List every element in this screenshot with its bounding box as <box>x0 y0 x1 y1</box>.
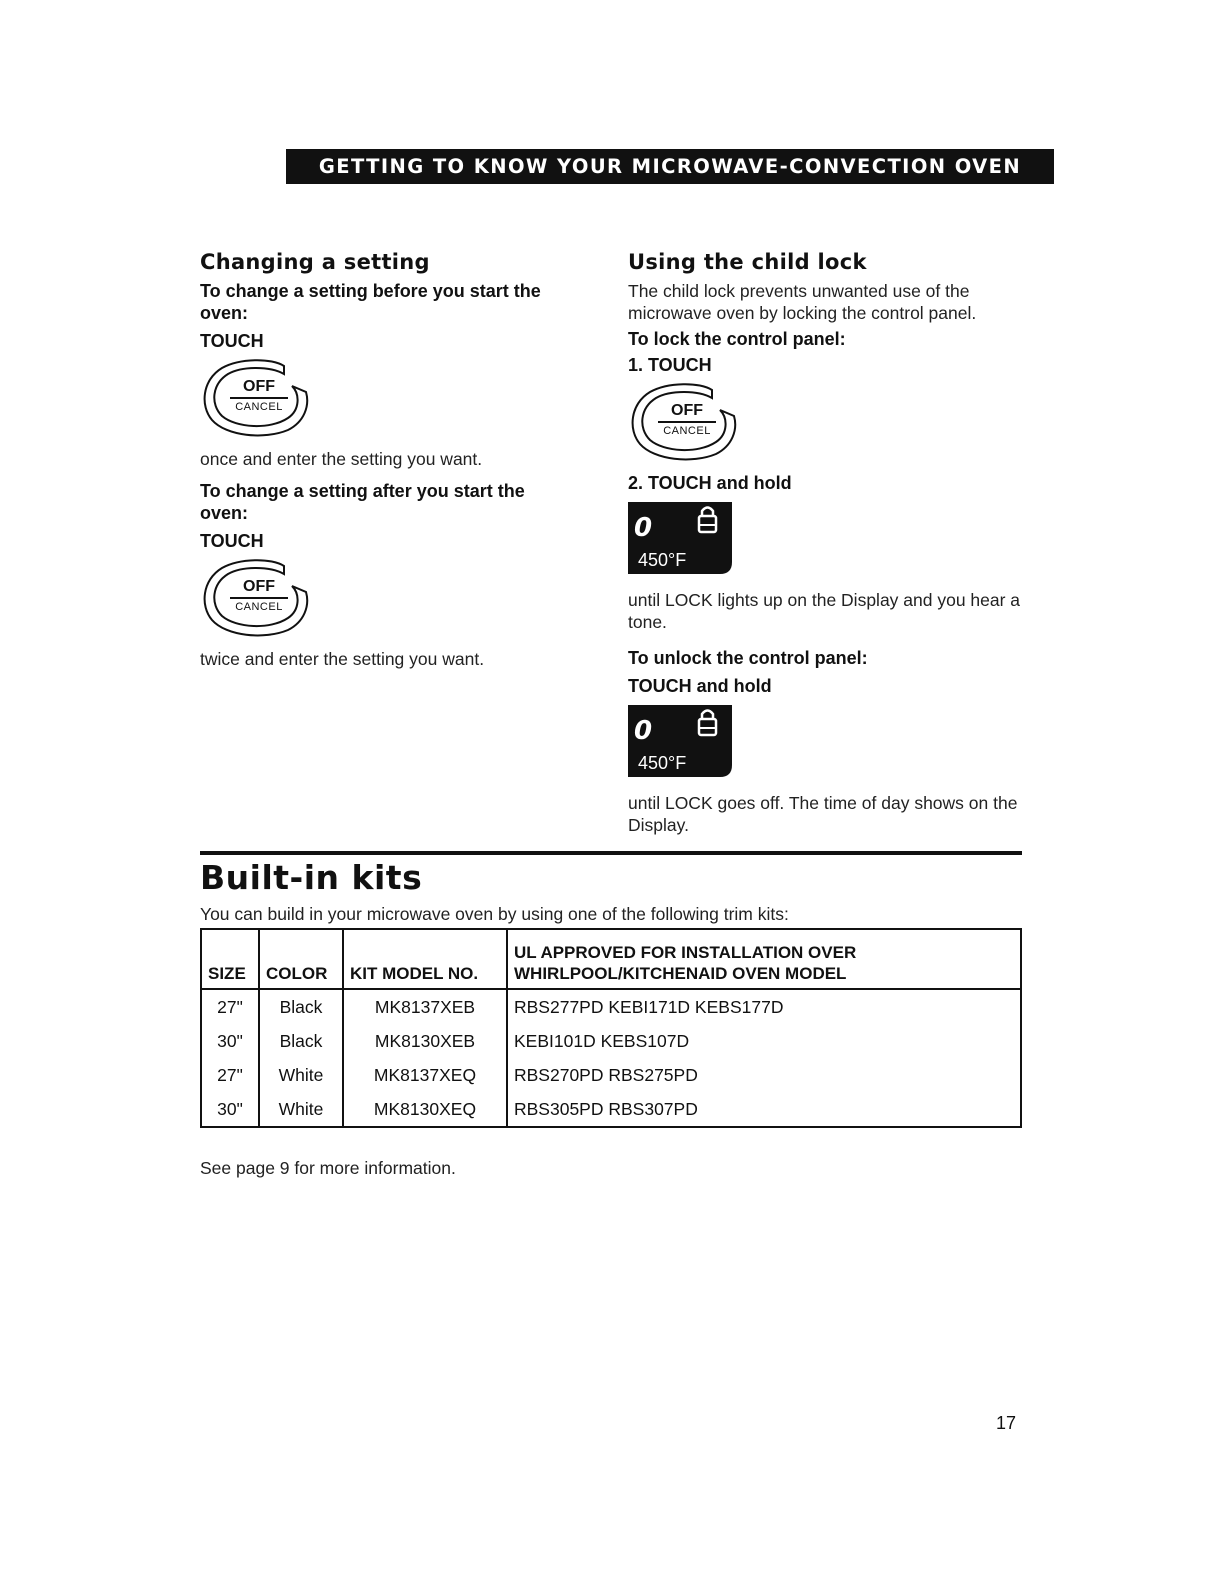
cell-kit-model: MK8137XEB <box>343 989 507 1024</box>
table-row <box>201 1024 1021 1058</box>
section-banner: GETTING TO KNOW YOUR MICROWAVE-CONVECTION OVEN <box>286 149 1054 184</box>
table-row <box>201 989 1021 1024</box>
child-lock-section <box>628 250 1028 836</box>
child-lock-heading: Using the child lock <box>628 250 867 274</box>
display-digit: 0 <box>634 716 653 746</box>
once-text: once and enter the setting you want. <box>200 449 483 469</box>
off-cancel-key-icon <box>200 356 318 442</box>
changing-setting-heading: Changing a setting <box>200 250 430 274</box>
unlock-label: To unlock the control panel: <box>628 648 868 668</box>
cancel-label: CANCEL <box>663 425 711 437</box>
changing-setting-section <box>200 250 570 670</box>
cancel-label: CANCEL <box>235 401 283 413</box>
cell-color: Black <box>259 989 343 1024</box>
twice-text: twice and enter the setting you want. <box>200 649 485 669</box>
cell-kit-model: MK8137XEQ <box>343 1058 507 1092</box>
cell-size: 30" <box>201 1092 259 1127</box>
after-start-label: To change a setting after you start the oven: <box>200 481 525 523</box>
cell-oven-models: RBS277PD KEBI171D KEBS177D <box>507 989 1021 1024</box>
unlock-touch-label: TOUCH and hold <box>628 676 772 696</box>
built-in-kits-heading: Built-in kits <box>200 858 423 897</box>
cell-size: 30" <box>201 1024 259 1058</box>
step-1-label: 1. TOUCH <box>628 355 712 375</box>
touch-label: TOUCH <box>200 331 264 351</box>
touch-label: TOUCH <box>200 531 264 551</box>
section-divider <box>200 851 1022 855</box>
lock-display-key-icon <box>628 502 740 574</box>
off-cancel-key-icon <box>628 380 746 466</box>
before-start-label: To change a setting before you start the oven: <box>200 281 541 323</box>
cancel-label: CANCEL <box>235 601 283 613</box>
lock-result-text: until LOCK lights up on the Display and you hear a tone. <box>628 590 1021 632</box>
cell-color: White <box>259 1092 343 1127</box>
cell-color: Black <box>259 1024 343 1058</box>
table-row <box>201 1058 1021 1092</box>
header-size: SIZE <box>201 929 259 989</box>
off-label: OFF <box>243 578 275 595</box>
cell-oven-models: RBS305PD RBS307PD <box>507 1092 1021 1127</box>
table-header-row <box>201 929 1021 989</box>
table-row <box>201 1092 1021 1127</box>
cell-size: 27" <box>201 989 259 1024</box>
off-cancel-key-icon <box>200 556 318 642</box>
cell-kit-model: MK8130XEB <box>343 1024 507 1058</box>
display-digit: 0 <box>634 513 653 543</box>
step-2-label: 2. TOUCH and hold <box>628 473 792 493</box>
kits-intro: You can build in your microwave oven by using one of the following trim kits: <box>200 904 789 924</box>
display-temp: 450°F <box>638 753 687 773</box>
header-kit-model: KIT MODEL NO. <box>343 929 507 989</box>
lock-display-key-icon <box>628 705 740 777</box>
kits-footnote: See page 9 for more information. <box>200 1158 456 1178</box>
off-label: OFF <box>671 402 703 419</box>
cell-size: 27" <box>201 1058 259 1092</box>
unlock-result-text: until LOCK goes off. The time of day shows on the Display. <box>628 793 1018 835</box>
display-temp: 450°F <box>638 550 687 570</box>
page-number: 17 <box>996 1413 1017 1433</box>
header-color: COLOR <box>259 929 343 989</box>
cell-kit-model: MK8130XEQ <box>343 1092 507 1127</box>
cell-color: White <box>259 1058 343 1092</box>
cell-oven-models: KEBI101D KEBS107D <box>507 1024 1021 1058</box>
child-lock-description: The child lock prevents unwanted use of the microwave oven by locking the control panel. <box>628 281 977 323</box>
header-ul-approved: UL APPROVED FOR INSTALLATION OVER WHIRLPOOL/KITCHENAID OVEN MODEL <box>507 929 1021 989</box>
cell-oven-models: RBS270PD RBS275PD <box>507 1058 1021 1092</box>
lock-label: To lock the control panel: <box>628 329 846 349</box>
kits-table <box>200 928 1022 1128</box>
off-label: OFF <box>243 378 275 395</box>
